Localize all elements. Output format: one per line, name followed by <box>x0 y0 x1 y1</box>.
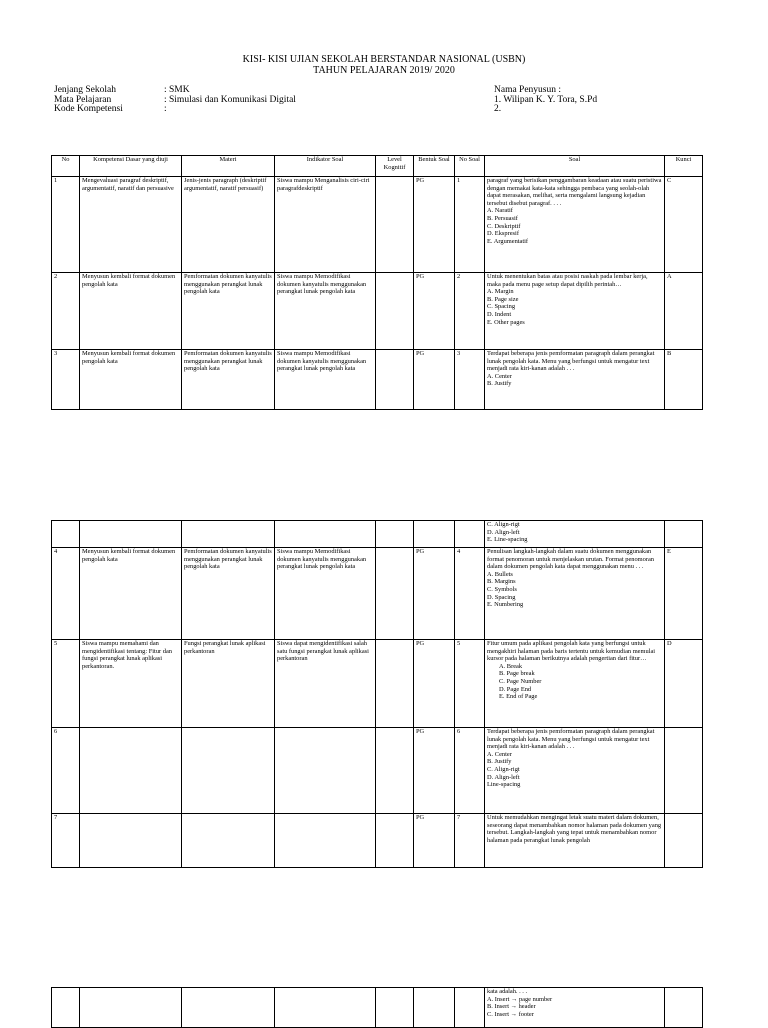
cell-bentuk <box>414 521 455 548</box>
title-line-2: TAHUN PELAJARAN 2019/ 2020 <box>313 65 455 76</box>
soal-option: C. Deskriptif <box>487 222 521 230</box>
kisi-table-page-1 <box>51 155 703 410</box>
table-row <box>52 350 703 410</box>
cell-indikator: Siswa mampu Memodifikasi dokumen kanyatulis menggunakan perangkat lunak pengolah kata <box>275 548 376 640</box>
cell-materi: Pemformatan dokumen kanyatulis menggunakan perangkat lunak pengolah kata <box>182 548 275 640</box>
cell-kompetensi: Menyusun kembali format dokumen pengolah kata <box>80 350 182 410</box>
cell-materi <box>182 814 275 868</box>
soal-option: C. Align-rigt <box>487 521 520 528</box>
header-kunci: Kunci <box>665 156 703 177</box>
cell-soal <box>485 640 665 728</box>
soal-option: B. Margins <box>487 578 516 586</box>
meta-value: : <box>164 104 167 114</box>
soal-option: C. Insert → footer <box>487 1010 534 1018</box>
cell-soal <box>485 350 665 410</box>
cell-materi: Pemformatan dokumen kanyatulis menggunakan perangkat lunak pengolah kata <box>182 273 275 350</box>
cell-kunci <box>665 521 703 548</box>
soal-option: A. Insert → page number <box>487 995 553 1003</box>
soal-option: D. Ekspresif <box>487 230 519 238</box>
cell-no-soal <box>455 521 485 548</box>
header-no-soal: No Soal <box>455 156 485 177</box>
cell-indikator: Siswa mampu Memodifikasi dokumen kanyatulis menggunakan perangkat lunak pengolah kata <box>275 350 376 410</box>
meta-value: : Simulasi dan Komunikasi Digital <box>164 94 296 105</box>
cell-bentuk: PG <box>414 177 455 273</box>
cell-materi <box>182 521 275 548</box>
soal-option: D. Align-left <box>487 773 520 781</box>
cell-soal <box>485 988 665 1028</box>
meta-info-right <box>494 86 597 115</box>
table-row <box>52 521 703 548</box>
soal-text: Untuk menentukan batas atau posisi naskah pada lembar kerja, maka pada menu page setup dapat dipilih perintah… <box>487 273 648 288</box>
soal-text: Fitur umum pada aplikasi pengolah kata yang berfungsi untuk mengakhiri halaman pada baris tertentu untuk kemudian memulai kursor pada halaman berikutnya adalah pengertian dari fitur… <box>487 640 656 663</box>
cell-bentuk: PG <box>414 640 455 728</box>
soal-option: E. End of Page <box>499 693 538 701</box>
cell-level <box>376 177 414 273</box>
cell-indikator: Siswa mampu Menganalisis ciri-ciri paragrafdeskriptif <box>275 177 376 273</box>
cell-soal <box>485 521 665 548</box>
cell-kompetensi <box>80 814 182 868</box>
cell-bentuk: PG <box>414 728 455 814</box>
cell-level <box>376 548 414 640</box>
table-header-row <box>52 156 703 177</box>
soal-option: B. Persuasif <box>487 214 518 222</box>
cell-bentuk <box>414 988 455 1028</box>
cell-materi <box>182 728 275 814</box>
cell-level <box>376 350 414 410</box>
soal-option: B. Insert → header <box>487 1003 536 1011</box>
cell-indikator: Siswa dapat mengidentifikasi salah satu fungsi perangkat lunak aplikasi perkantoran <box>275 640 376 728</box>
cell-no: 2 <box>52 273 80 350</box>
cell-no: 1 <box>52 177 80 273</box>
cell-kompetensi <box>80 728 182 814</box>
cell-bentuk: PG <box>414 273 455 350</box>
cell-no-soal: 4 <box>455 548 485 640</box>
cell-kunci <box>665 814 703 868</box>
soal-option: A. Naratif <box>487 207 513 215</box>
soal-option: B. Page break <box>499 670 535 678</box>
header-soal: Soal <box>485 156 665 177</box>
soal-option: B. Page size <box>487 295 519 303</box>
cell-indikator <box>275 814 376 868</box>
soal-option: D. Page End <box>499 685 532 693</box>
cell-no <box>52 521 80 548</box>
cell-no-soal: 6 <box>455 728 485 814</box>
cell-no-soal: 7 <box>455 814 485 868</box>
soal-text: paragraf yang berisikan penggambaran keadaan atau suatu peristiwa dengan memakai kata-kata sehingga pembaca yang seolah-olah dapat merasakan, melihat, serta mengalami langsung kejadian tersebut disebut paragraf. . . . <box>487 177 662 207</box>
penyusun-1: 1. Wilipan K. Y. Tora, S.Pd <box>494 94 598 105</box>
cell-materi: Pemformatan dokumen kanyatulis menggunakan perangkat lunak pengolah kata <box>182 350 275 410</box>
cell-soal <box>485 273 665 350</box>
soal-option: E. Other pages <box>487 318 525 326</box>
cell-indikator <box>275 988 376 1028</box>
kisi-table-page-3 <box>51 987 703 1028</box>
soal-option: D. Spacing <box>487 593 516 601</box>
meta-key: Jenjang Sekolah <box>54 85 117 95</box>
cell-soal <box>485 177 665 273</box>
table-row <box>52 728 703 814</box>
cell-kompetensi <box>80 988 182 1028</box>
cell-soal <box>485 548 665 640</box>
soal-option: C. Align-rigt <box>487 765 520 773</box>
soal-option: D. Indent <box>487 310 512 318</box>
cell-kunci: D <box>665 640 703 728</box>
header-indikator: Indikator Soal <box>275 156 376 177</box>
soal-option: Line-spacing <box>487 781 521 789</box>
cell-kompetensi: Menyusun kembali format dokumen pengolah kata <box>80 273 182 350</box>
cell-bentuk: PG <box>414 350 455 410</box>
soal-option: A. Break <box>499 662 523 670</box>
penyusun-2: 2. <box>494 104 502 114</box>
cell-bentuk: PG <box>414 814 455 868</box>
cell-level <box>376 814 414 868</box>
penyusun-label: Nama Penyusun : <box>494 85 562 95</box>
cell-indikator <box>275 521 376 548</box>
header-level: Level Kognitif <box>376 156 414 177</box>
header-no: No <box>52 156 80 177</box>
soal-option: E. Numbering <box>487 601 524 609</box>
cell-no-soal: 2 <box>455 273 485 350</box>
cell-no: 5 <box>52 640 80 728</box>
cell-no <box>52 988 80 1028</box>
meta-key: Mata Pelajaran <box>54 94 112 105</box>
soal-option: B. Justify <box>487 758 512 766</box>
soal-text: kata adalah. . . . <box>487 988 528 995</box>
soal-option: A. Center <box>487 750 512 758</box>
soal-option: D. Align-left <box>487 528 520 536</box>
soal-option: A. Center <box>487 372 512 380</box>
meta-row <box>54 105 296 115</box>
cell-level <box>376 728 414 814</box>
cell-materi: Fungsi perangkat lunak aplikasi perkantoran <box>182 640 275 728</box>
cell-no-soal: 3 <box>455 350 485 410</box>
table-row <box>52 814 703 868</box>
cell-no-soal <box>455 988 485 1028</box>
cell-bentuk: PG <box>414 548 455 640</box>
cell-indikator <box>275 728 376 814</box>
header-materi: Materi <box>182 156 275 177</box>
cell-no-soal: 1 <box>455 177 485 273</box>
soal-option: C. Spacing <box>487 303 516 311</box>
table-row <box>52 988 703 1028</box>
cell-soal <box>485 728 665 814</box>
document-title <box>0 54 768 76</box>
cell-level <box>376 988 414 1028</box>
cell-indikator: Siswa mampu Memodifikasi dokumen kanyatulis menggunakan perangkat lunak pengolah kata <box>275 273 376 350</box>
cell-kompetensi <box>80 521 182 548</box>
soal-option: E. Argumentatif <box>487 237 529 245</box>
soal-option: A. Margin <box>487 288 514 296</box>
cell-no: 6 <box>52 728 80 814</box>
kisi-table-page-2 <box>51 520 703 868</box>
cell-kunci: C <box>665 177 703 273</box>
table-row <box>52 640 703 728</box>
soal-option: E. Line-spacing <box>487 536 528 544</box>
cell-materi <box>182 988 275 1028</box>
cell-no: 4 <box>52 548 80 640</box>
cell-level <box>376 273 414 350</box>
cell-level <box>376 521 414 548</box>
table-row <box>52 548 703 640</box>
cell-kunci: E <box>665 548 703 640</box>
soal-text: Penulisan langkah-langkah dalam suatu dokumen menggunakan format penomoran untuk menjelaskan urutan. Format penomoran dalam dokumen pengolah kata dapat menggunakan menu . . . <box>487 548 654 571</box>
title-line-1: KISI- KISI UJIAN SEKOLAH BERSTANDAR NASIONAL (USBN) <box>242 54 526 65</box>
soal-text: Terdapat beberapa jenis pemformatan paragraph dalam perangkat lunak pengolah kata. Menu yang berfungsi untuk mengatur text menjadi rata kiri-kanan adalah . . . <box>487 350 655 373</box>
meta-key: Kode Kompetensi <box>54 104 123 114</box>
table-row <box>52 177 703 273</box>
soal-text: Untuk memudahkan mengingat letak suatu materi dalam dokumen, seseorang dapat menambahkan nomor halaman pada dokumen yang tersebut. Langkah-langkah yang tepat untuk menambahkan nomor halaman pada perangkat lunak pengolah <box>487 814 662 844</box>
cell-no: 7 <box>52 814 80 868</box>
header-bentuk: Bentuk Soal <box>414 156 455 177</box>
meta-value: : SMK <box>164 85 190 95</box>
soal-option: B. Justify <box>487 380 512 388</box>
cell-kompetensi: Mengevaluasi paragraf deskriptif, argumentatif, naratif dan persuasive <box>80 177 182 273</box>
soal-option: C. Symbols <box>487 585 517 593</box>
cell-kunci: B <box>665 350 703 410</box>
cell-level <box>376 640 414 728</box>
header-kompetensi: Kompetensi Dasar yang diuji <box>80 156 182 177</box>
cell-kompetensi: Siswa mampu memahami dan mengidentifikasi tentang: Fitur dan fungsi perangkat lunak aplikasi perkantoran. <box>80 640 182 728</box>
cell-soal <box>485 814 665 868</box>
cell-kunci: A <box>665 273 703 350</box>
meta-info-left <box>54 86 296 115</box>
cell-materi: Jenis-jenis paragraph (deskriptif argumentatif, naratif persuasif) <box>182 177 275 273</box>
cell-no: 3 <box>52 350 80 410</box>
cell-kunci <box>665 988 703 1028</box>
cell-no-soal: 5 <box>455 640 485 728</box>
table-row <box>52 273 703 350</box>
soal-option: A. Bullets <box>487 570 513 578</box>
soal-option: C. Page Number <box>499 677 542 685</box>
soal-text: Terdapat beberapa jenis pemformatan paragraph dalam perangkat lunak pengolah kata. Menu yang berfungsi untuk mengatur text menjadi rata kiri-kanan adalah . . . <box>487 728 655 751</box>
cell-kunci <box>665 728 703 814</box>
cell-kompetensi: Menyusun kembali format dokumen pengolah kata <box>80 548 182 640</box>
